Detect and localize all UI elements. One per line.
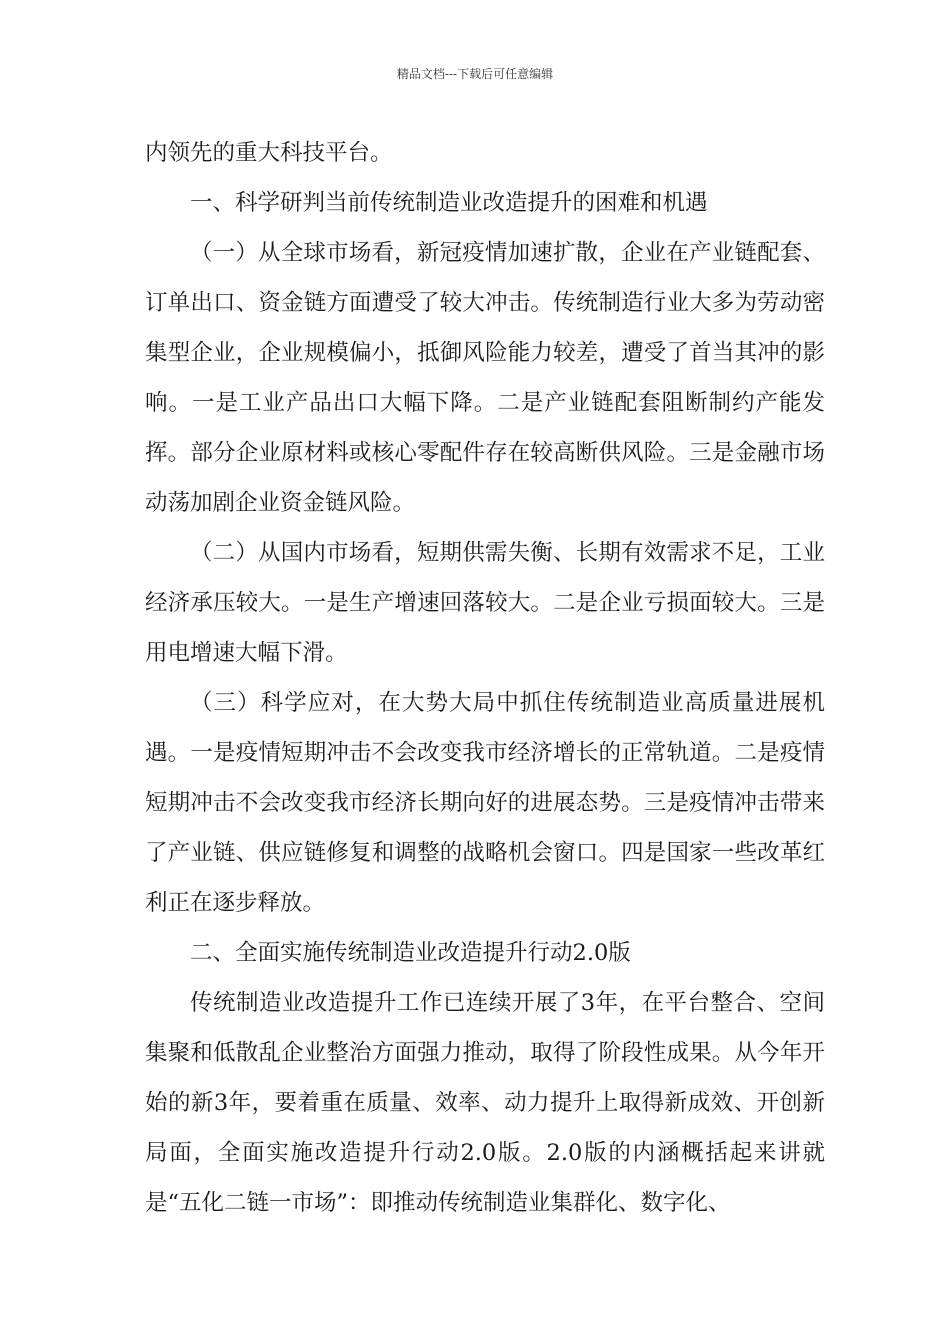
paragraph-continuation: 内领先的重大科技平台。 <box>145 140 393 166</box>
paragraph-domestic-market: （二）从国内市场看，短期供需失衡、长期有效需求不足，工业经济承压较大。一是生产增速回落较大。二是企业亏损面较大。三是用电增速大幅下滑。 <box>145 540 825 666</box>
document-body <box>145 128 825 1228</box>
section-heading-1: 一、科学研判当前传统制造业改造提升的困难和机遇 <box>190 190 708 216</box>
paragraph-global-market: （一）从全球市场看，新冠疫情加速扩散，企业在产业链配套、订单出口、资金链方面遭受了较大冲击。传统制造行业大多为劳动密集型企业，企业规模偏小，抵御风险能力较差，遭受了首当其冲的影响。一是工业产品出口大幅下降。二是产业链配套阻断制约产能发挥。部分企业原材料或核心零配件存在较高断供风险。三是金融市场动荡加剧企业资金链风险。 <box>145 240 825 516</box>
paragraph-opportunities: （三）科学应对，在大势大局中抓住传统制造业高质量进展机遇。一是疫情短期冲击不会改变我市经济增长的正常轨道。二是疫情短期冲击不会改变我市经济长期向好的进展态势。三是疫情冲击带来了产业链、供应链修复和调整的战略机会窗口。四是国家一些改革红利正在逐步释放。 <box>145 690 825 916</box>
page-header: 精品文档---下载后可任意编辑 <box>396 67 554 81</box>
section-heading-2: 二、全面实施传统制造业改造提升行动2.0版 <box>190 940 631 966</box>
paragraph-action-plan: 传统制造业改造提升工作已连续开展了3年，在平台整合、空间集聚和低散乱企业整治方面强力推动，取得了阶段性成果。从今年开始的新3年，要着重在质量、效率、动力提升上取得新成效、开创新局面，全面实施改造提升行动2.0版。2.0版的内涵概括起来讲就是“五化二链一市场”：即推动传统制造业集群化、数字化、 <box>145 990 825 1216</box>
